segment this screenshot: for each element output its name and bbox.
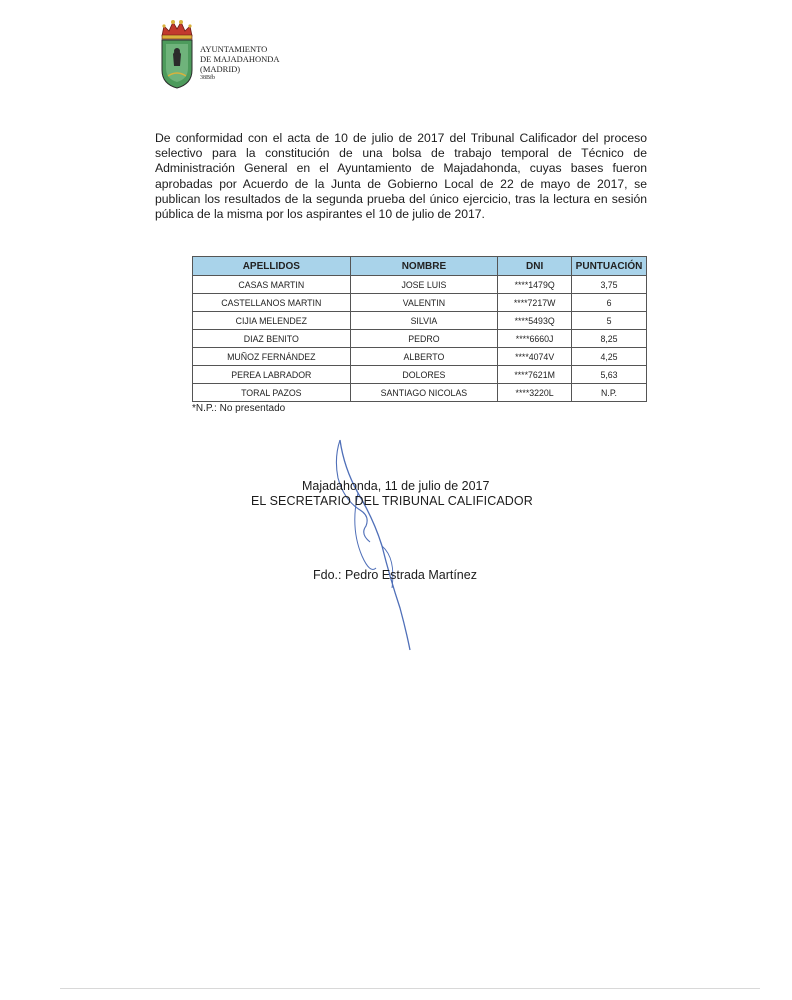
cell-apellidos: CASAS MARTIN	[193, 276, 351, 294]
cell-nombre: SANTIAGO NICOLAS	[350, 384, 498, 402]
cell-puntuacion: 3,75	[572, 276, 647, 294]
cell-dni: ****5493Q	[498, 312, 572, 330]
signed-by: Fdo.: Pedro Estrada Martínez	[313, 568, 477, 582]
header-dni: DNI	[498, 257, 572, 276]
place-date: Majadahonda, 11 de julio de 2017	[302, 479, 490, 493]
cell-nombre: SILVIA	[350, 312, 498, 330]
cell-dni: ****1479Q	[498, 276, 572, 294]
intro-paragraph: De conformidad con el acta de 10 de julio de 2017 del Tribunal Calificador del proceso selectivo para la constitución de una bolsa de trabajo temporal de Técnico de Administración General en el Ayuntamiento de Majadahonda, cuyas bases fueron aprobadas por Acuerdo de la Junta de Gobierno Local de 22 de mayo de 2017, se publican los resultados de la segunda prueba del único ejercicio, tras la lectura en sesión pública de la misma por los aspirantes el 10 de julio de 2017.	[155, 131, 647, 222]
cell-apellidos: PEREA LABRADOR	[193, 366, 351, 384]
cell-nombre: ALBERTO	[350, 348, 498, 366]
cell-puntuacion: 6	[572, 294, 647, 312]
org-line-3: (MADRID)	[200, 64, 241, 74]
table-row	[193, 348, 647, 366]
table-row	[193, 294, 647, 312]
cell-puntuacion: 5	[572, 312, 647, 330]
cell-nombre: VALENTIN	[350, 294, 498, 312]
cell-dni: ****6660J	[498, 330, 572, 348]
table-row	[193, 276, 647, 294]
table-row	[193, 330, 647, 348]
cell-nombre: JOSE LUIS	[350, 276, 498, 294]
handwritten-signature	[330, 438, 420, 653]
cell-apellidos: DIAZ BENITO	[193, 330, 351, 348]
letterhead	[158, 18, 318, 90]
signer-title: EL SECRETARIO DEL TRIBUNAL CALIFICADOR	[251, 494, 533, 508]
cell-nombre: PEDRO	[350, 330, 498, 348]
results-table	[192, 256, 647, 402]
municipal-crest-icon	[158, 18, 196, 90]
header-puntuacion: PUNTUACIÓN	[572, 257, 647, 276]
cell-dni: ****3220L	[498, 384, 572, 402]
cell-puntuacion: 4,25	[572, 348, 647, 366]
header-nombre: NOMBRE	[350, 257, 498, 276]
cell-apellidos: CASTELLANOS MARTIN	[193, 294, 351, 312]
results-header-row	[193, 257, 647, 276]
cell-puntuacion: 5,63	[572, 366, 647, 384]
header-apellidos: APELLIDOS	[193, 257, 351, 276]
cell-dni: ****4074V	[498, 348, 572, 366]
cell-puntuacion: 8,25	[572, 330, 647, 348]
table-row	[193, 384, 647, 402]
org-line-1: AYUNTAMIENTO	[200, 44, 268, 54]
table-row	[193, 312, 647, 330]
table-row	[193, 366, 647, 384]
organization-name	[200, 44, 280, 82]
org-line-4: 38Bfb	[200, 75, 215, 81]
footnote-np: *N.P.: No presentado	[192, 403, 286, 414]
org-line-2: DE MAJADAHONDA	[200, 54, 280, 64]
cell-apellidos: CIJIA MELENDEZ	[193, 312, 351, 330]
cell-nombre: DOLORES	[350, 366, 498, 384]
cell-apellidos: TORAL PAZOS	[193, 384, 351, 402]
cell-apellidos: MUÑOZ FERNÁNDEZ	[193, 348, 351, 366]
cell-puntuacion: N.P.	[572, 384, 647, 402]
cell-dni: ****7217W	[498, 294, 572, 312]
cell-dni: ****7621M	[498, 366, 572, 384]
page-edge-divider	[60, 988, 760, 989]
